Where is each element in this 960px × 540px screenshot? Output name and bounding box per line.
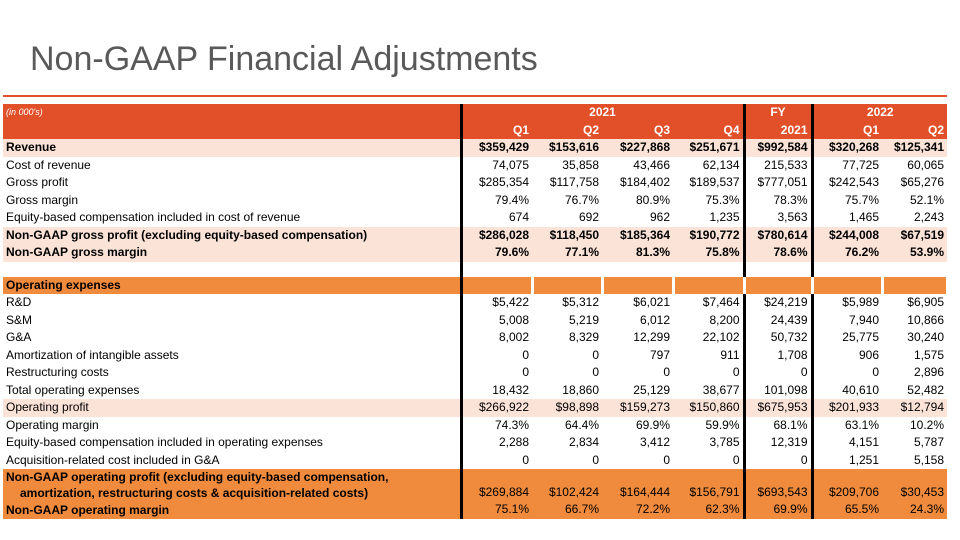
table-cell: 3,785 xyxy=(709,435,740,449)
table-cell: $189,537 xyxy=(689,175,740,189)
row-label: Revenue xyxy=(3,139,461,157)
row-label: Operating profit xyxy=(3,399,461,417)
row-label: S&M xyxy=(6,312,33,327)
section-label: Operating expenses xyxy=(3,277,461,295)
table-cell: $67,519 xyxy=(882,227,947,245)
col-header: Q2 xyxy=(532,122,602,140)
table-cell: 38,677 xyxy=(702,382,740,397)
table-cell: $693,543 xyxy=(744,469,812,501)
table-cell: 797 xyxy=(649,347,670,362)
table-row xyxy=(3,174,947,192)
section-cell xyxy=(461,277,532,295)
table-cell: 30,240 xyxy=(907,330,944,344)
table-cell: 79.6% xyxy=(461,244,532,262)
table-cell: $6,905 xyxy=(907,295,944,309)
table-cell: $286,028 xyxy=(461,227,532,245)
section-header-operating-expenses xyxy=(3,277,947,295)
table-cell: $102,424 xyxy=(532,469,602,501)
table-cell: $780,614 xyxy=(744,227,812,245)
table-cell: 53.9% xyxy=(882,244,947,262)
table-cell: $117,758 xyxy=(549,175,599,189)
table-cell: 62,134 xyxy=(702,157,740,172)
section-cell xyxy=(812,277,882,295)
table-cell: $242,543 xyxy=(812,174,882,192)
table-cell: $65,276 xyxy=(900,175,944,189)
col-header: Q1 xyxy=(461,122,532,140)
table-cell: 674 xyxy=(461,209,532,227)
table-row xyxy=(3,452,947,470)
row-label: Amortization of intangible assets xyxy=(6,347,179,362)
table-cell: 10,866 xyxy=(907,312,944,327)
table-cell: 77.1% xyxy=(532,244,602,262)
row-label-line-2: amortization, restructuring costs & acquisition-related costs) xyxy=(20,486,369,500)
row-label: Gross profit xyxy=(6,175,69,189)
table-cell: $777,051 xyxy=(744,174,812,192)
table-cell: 8,002 xyxy=(461,329,532,347)
table-cell: $125,341 xyxy=(882,139,947,157)
col-header: Q2 xyxy=(882,122,947,140)
table-row xyxy=(3,434,947,452)
table-row xyxy=(3,399,947,417)
table-cell: 72.2% xyxy=(602,501,673,519)
table-cell: 80.9% xyxy=(635,192,670,207)
row-label: Cost of revenue xyxy=(6,157,91,172)
table-cell: 79.4% xyxy=(461,192,532,210)
table-cell: 6,012 xyxy=(639,312,670,327)
row-label: Operating margin xyxy=(6,417,99,432)
table-cell: $675,953 xyxy=(744,399,812,417)
table-cell: 52.1% xyxy=(909,192,944,207)
table-cell: 0 xyxy=(461,364,532,382)
col-header: Q4 xyxy=(673,122,744,140)
year-group-fy: FY xyxy=(744,104,812,122)
table-cell: 18,860 xyxy=(562,382,599,397)
table-cell: 7,940 xyxy=(812,312,882,330)
table-cell: $118,450 xyxy=(532,227,602,245)
table-cell: 12,319 xyxy=(744,434,812,452)
table-cell: 75.3% xyxy=(705,192,740,207)
table-cell: $209,706 xyxy=(812,469,882,501)
year-group-2022: 2022 xyxy=(812,104,947,122)
table-cell: $269,884 xyxy=(461,469,532,501)
section-cell xyxy=(744,277,812,295)
table-cell: 43,466 xyxy=(633,157,670,172)
table-row xyxy=(3,227,947,245)
row-label: R&D xyxy=(6,295,32,309)
table-row xyxy=(3,382,947,400)
table-cell: 64.4% xyxy=(564,417,599,432)
table-cell: $5,989 xyxy=(812,294,882,312)
col-header: Q1 xyxy=(812,122,882,140)
table-cell: $156,791 xyxy=(673,469,744,501)
table-cell: 962 xyxy=(649,210,670,224)
col-header: 2021 xyxy=(744,122,812,140)
table-cell: 2,288 xyxy=(461,434,532,452)
unit-label: (in 000's) xyxy=(3,104,461,122)
table-cell: 4,151 xyxy=(812,434,882,452)
table-cell: $320,268 xyxy=(812,139,882,157)
table-cell: $185,364 xyxy=(602,227,673,245)
table-cell: $164,444 xyxy=(602,469,673,501)
table-cell: 77,725 xyxy=(812,157,882,175)
table-row-non-gaap-operating-profit xyxy=(3,469,947,501)
table-cell: 0 xyxy=(461,347,532,365)
table-cell: $244,008 xyxy=(812,227,882,245)
row-label xyxy=(3,469,461,501)
table-cell: 10.2% xyxy=(909,417,944,432)
table-cell: 101,098 xyxy=(744,382,812,400)
table-cell: $24,219 xyxy=(744,294,812,312)
table-cell: 0 xyxy=(663,452,670,467)
table-cell: 75.1% xyxy=(461,501,532,519)
col-header: Q3 xyxy=(602,122,673,140)
table-cell: 24,439 xyxy=(744,312,812,330)
section-cell xyxy=(673,277,744,295)
table-cell: 69.9% xyxy=(635,417,670,432)
table-cell: 63.1% xyxy=(812,417,882,435)
row-label: Non-GAAP gross profit (excluding equity-based compensation) xyxy=(3,227,461,245)
table-cell: 0 xyxy=(732,452,740,467)
table-cell: $201,933 xyxy=(812,399,882,417)
table-cell: 81.3% xyxy=(602,244,673,262)
title-divider xyxy=(3,95,947,97)
table-cell: 18,432 xyxy=(461,382,532,400)
table-cell: 66.7% xyxy=(532,501,602,519)
table-cell: 1,251 xyxy=(812,452,882,470)
table-cell: 65.5% xyxy=(812,501,882,519)
table-cell: 25,775 xyxy=(812,329,882,347)
table-row xyxy=(3,364,947,382)
table-row xyxy=(3,157,947,175)
row-label-line-1: Non-GAAP operating profit (excluding equity-based compensation, xyxy=(6,470,389,484)
table-cell: 692 xyxy=(578,210,599,224)
table-cell: 0 xyxy=(812,364,882,382)
table-row xyxy=(3,312,947,330)
table-cell: 0 xyxy=(592,452,599,467)
table-cell: 25,129 xyxy=(633,382,670,397)
table-cell: 0 xyxy=(663,365,670,379)
table-cell: 74.3% xyxy=(461,417,532,435)
table-cell: 1,708 xyxy=(744,347,812,365)
table-row xyxy=(3,347,947,365)
table-cell: $359,429 xyxy=(461,139,532,157)
section-cell xyxy=(532,277,602,295)
table-cell: 35,858 xyxy=(562,157,599,172)
row-label: Equity-based compensation included in cost of revenue xyxy=(6,210,301,224)
table-cell: 906 xyxy=(812,347,882,365)
table-row xyxy=(3,244,947,262)
table-cell: $285,354 xyxy=(461,174,532,192)
table-cell: 8,200 xyxy=(709,312,740,327)
spacer-row xyxy=(3,262,947,277)
table-cell: $150,860 xyxy=(673,399,744,417)
table-cell: $5,422 xyxy=(461,294,532,312)
table-cell: 8,329 xyxy=(568,330,599,344)
table-cell: $190,772 xyxy=(673,227,744,245)
table-cell: 0 xyxy=(744,364,812,382)
table-cell: 215,533 xyxy=(744,157,812,175)
row-label: Non-GAAP operating margin xyxy=(3,501,461,519)
table-cell: $266,922 xyxy=(461,399,532,417)
header-row-years xyxy=(3,104,947,122)
table-cell: 2,896 xyxy=(913,365,944,379)
section-cell xyxy=(602,277,673,295)
table-cell: 12,299 xyxy=(633,330,670,344)
table-row xyxy=(3,192,947,210)
table-cell: $7,464 xyxy=(702,295,740,309)
table-cell: 3,412 xyxy=(639,435,670,449)
table-cell: $6,021 xyxy=(633,295,670,309)
table-cell: 40,610 xyxy=(812,382,882,400)
table-row xyxy=(3,417,947,435)
table-cell: $992,584 xyxy=(744,139,812,157)
table-cell: 62.3% xyxy=(673,501,744,519)
header-row-periods xyxy=(3,122,947,140)
table-row xyxy=(3,139,947,157)
table-cell: $98,898 xyxy=(532,399,602,417)
year-group-2021: 2021 xyxy=(461,104,744,122)
table-cell: 0 xyxy=(592,347,599,362)
table-cell: 2,834 xyxy=(568,435,599,449)
table-cell: 59.9% xyxy=(705,417,740,432)
table-cell: 75.8% xyxy=(673,244,744,262)
table-cell: $227,868 xyxy=(602,139,673,157)
table-cell: 75.7% xyxy=(812,192,882,210)
table-cell: 5,158 xyxy=(913,452,944,467)
row-label: G&A xyxy=(6,330,32,344)
table-cell: 2,243 xyxy=(913,210,944,224)
table-cell: 3,563 xyxy=(744,209,812,227)
table-cell: 24.3% xyxy=(882,501,947,519)
table-cell: $153,616 xyxy=(532,139,602,157)
table-cell: 0 xyxy=(744,452,812,470)
table-cell: 0 xyxy=(732,365,740,379)
row-label: Gross margin xyxy=(6,192,79,207)
table-cell: 1,465 xyxy=(812,209,882,227)
row-label: Non-GAAP gross margin xyxy=(3,244,461,262)
table-cell: $184,402 xyxy=(619,175,670,189)
table-cell: 22,102 xyxy=(702,330,740,344)
row-label: Total operating expenses xyxy=(6,382,140,397)
table-cell: 78.6% xyxy=(744,244,812,262)
table-cell: 5,787 xyxy=(913,435,944,449)
table-cell: 69.9% xyxy=(744,501,812,519)
row-label: Restructuring costs xyxy=(6,365,109,379)
table-cell: 74,075 xyxy=(461,157,532,175)
table-cell: 60,065 xyxy=(907,157,944,172)
table-cell: $251,671 xyxy=(673,139,744,157)
table-cell: 1,575 xyxy=(913,347,944,362)
table-cell: 0 xyxy=(592,365,599,379)
table-cell: 5,008 xyxy=(461,312,532,330)
row-label: Equity-based compensation included in operating expenses xyxy=(6,435,323,449)
table-cell: 76.7% xyxy=(564,192,599,207)
table-cell: 52,482 xyxy=(907,382,944,397)
table-row-non-gaap-operating-margin xyxy=(3,501,947,519)
table-row xyxy=(3,294,947,312)
table-cell: 76.2% xyxy=(812,244,882,262)
table-cell: $30,453 xyxy=(882,469,947,501)
table-cell: 1,235 xyxy=(709,210,740,224)
table-cell: 68.1% xyxy=(744,417,812,435)
table-cell: 50,732 xyxy=(744,329,812,347)
header-blank xyxy=(3,122,461,140)
table-row xyxy=(3,209,947,227)
row-label: Acquisition-related cost included in G&A xyxy=(6,452,220,467)
page-title: Non-GAAP Financial Adjustments xyxy=(30,40,538,78)
table-cell: 911 xyxy=(720,347,740,362)
table-cell: 0 xyxy=(461,452,532,470)
table-cell: $159,273 xyxy=(602,399,673,417)
table-cell: $12,794 xyxy=(882,399,947,417)
table-cell: 5,219 xyxy=(568,312,599,327)
financial-table xyxy=(3,104,949,519)
table-cell: 78.3% xyxy=(744,192,812,210)
table-cell: $5,312 xyxy=(562,295,599,309)
section-cell xyxy=(882,277,947,295)
table-row xyxy=(3,329,947,347)
